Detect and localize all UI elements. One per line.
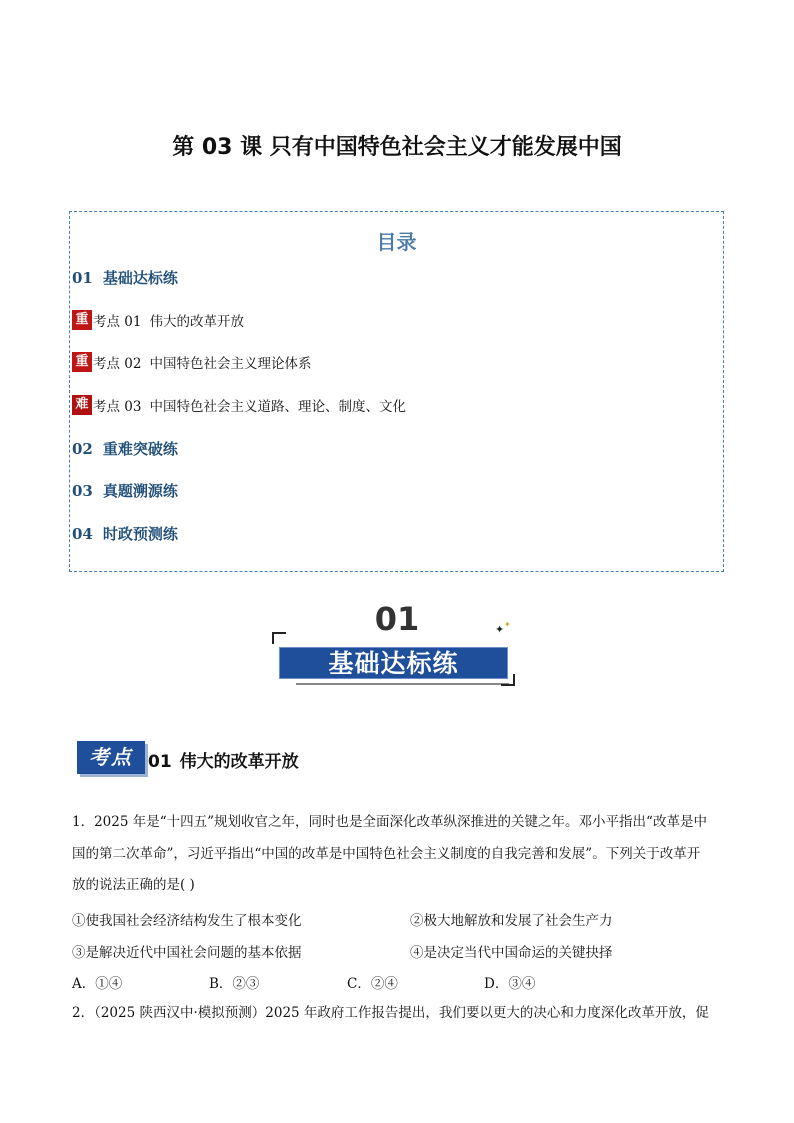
table-of-contents: [69, 211, 724, 572]
section-banner-number: 01: [374, 600, 420, 638]
bracket-decoration: [501, 674, 515, 686]
underline-decoration: [296, 683, 509, 685]
toc-section-1[interactable]: 01 基础达标练: [72, 269, 178, 287]
sparkle-icon: ✦: [504, 620, 511, 629]
toc-section-3[interactable]: 03 真题溯源练: [72, 482, 178, 500]
toc-point-3[interactable]: 难 考点 03 中国特色社会主义道路、理论、制度、文化: [72, 395, 406, 415]
toc-section-4[interactable]: 04 时政预测练: [72, 525, 178, 543]
kaodian-title: 01 伟大的改革开放: [148, 752, 299, 772]
toc-point-1[interactable]: 重 考点 01 伟大的改革开放: [72, 310, 244, 330]
bracket-decoration: [272, 632, 286, 644]
choice-b[interactable]: B．②③: [209, 976, 260, 992]
page-title: 第 03 课 只有中国特色社会主义才能发展中国: [172, 135, 622, 160]
choice-c[interactable]: C．②④: [347, 976, 398, 992]
choice-d[interactable]: D．③④: [484, 976, 536, 992]
question-2-stem-line1: 2．（2025 陕西汉中·模拟预测）2025 年政府工作报告提出，我们要以更大的决心和力度深化改革开放，促: [72, 1005, 709, 1021]
question-1-stem-line2: 国的第二次革命”，习近平指出“中国的改革是中国特色社会主义制度的自我完善和发展”。下列关于改革开: [72, 846, 701, 862]
toc-section-2[interactable]: 02 重难突破练: [72, 440, 178, 458]
difficult-point-badge: 难: [72, 395, 92, 415]
question-1-item-3: ③是解决近代中国社会问题的基本依据: [72, 945, 302, 961]
toc-point-2[interactable]: 重 考点 02 中国特色社会主义理论体系: [72, 352, 311, 372]
question-1-stem-line3: 放的说法正确的是( ): [72, 877, 195, 893]
question-1-item-1: ①使我国社会经济结构发生了根本变化: [72, 913, 302, 929]
key-point-badge: 重: [72, 352, 92, 372]
question-1-item-4: ④是决定当代中国命运的关键抉择: [410, 945, 613, 961]
key-point-badge: 重: [72, 310, 92, 330]
sparkle-icon: ✦: [495, 623, 505, 636]
question-1-stem-line1: 1．2025 年是“十四五”规划收官之年，同时也是全面深化改革纵深推进的关键之年。邓小平指出“改革是中: [72, 814, 707, 830]
choice-a[interactable]: A．①④: [72, 976, 123, 992]
toc-heading: 目录: [376, 230, 417, 254]
section-banner: 基础达标练: [279, 647, 508, 679]
question-1-item-2: ②极大地解放和发展了社会生产力: [410, 913, 613, 929]
kaodian-badge: 考点: [77, 741, 145, 774]
